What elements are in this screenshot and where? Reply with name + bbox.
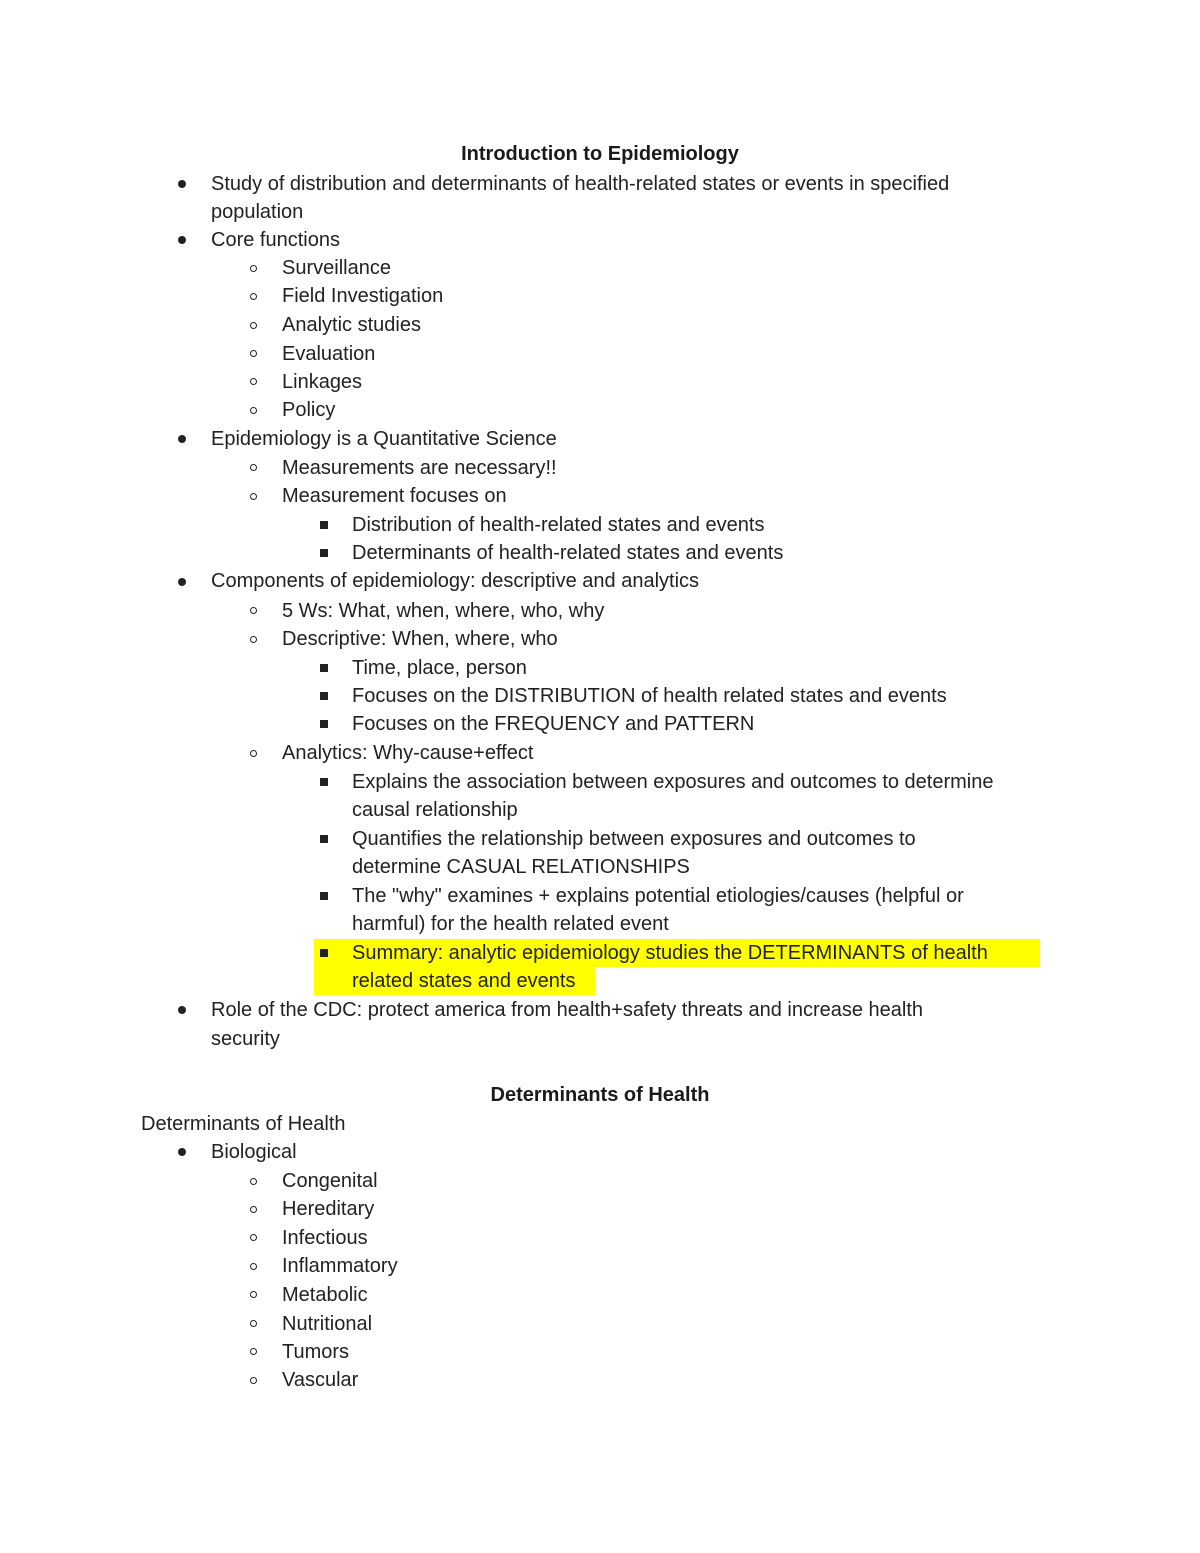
list-item-tumors: Tumors xyxy=(282,1341,350,1363)
list-item-cdc-cont: security xyxy=(211,1028,280,1050)
list-item-quantitative: Epidemiology is a Quantitative Science xyxy=(211,428,557,450)
bullet-square xyxy=(320,835,328,843)
bullet-circle xyxy=(250,1377,257,1384)
list-item-evaluation: Evaluation xyxy=(282,343,376,365)
list-item-why-cont: harmful) for the health related event xyxy=(352,913,669,935)
list-item-field-investigation: Field Investigation xyxy=(282,285,444,307)
bullet-circle xyxy=(250,378,257,385)
list-item-components: Components of epidemiology: descriptive and analytics xyxy=(211,570,700,592)
bullet-square xyxy=(320,720,328,728)
bullet-disc xyxy=(178,1148,186,1156)
bullet-square xyxy=(320,892,328,900)
list-item-why: The "why" examines + explains potential etiologies/causes (helpful or xyxy=(352,885,964,907)
bullet-circle xyxy=(250,607,257,614)
list-item-distribution: Distribution of health-related states and events xyxy=(352,514,765,536)
section-subtitle: Determinants of Health xyxy=(141,1113,346,1135)
list-item-metabolic: Metabolic xyxy=(282,1284,368,1306)
bullet-circle xyxy=(250,407,257,414)
list-item-surveillance: Surveillance xyxy=(282,257,391,279)
list-item-analytic-studies: Analytic studies xyxy=(282,314,421,336)
list-item-focus-frequency: Focuses on the FREQUENCY and PATTERN xyxy=(352,713,755,735)
bullet-square xyxy=(320,778,328,786)
bullet-circle xyxy=(250,1263,257,1270)
bullet-circle xyxy=(250,750,257,757)
section-title-introduction: Introduction to Epidemiology xyxy=(461,143,739,165)
bullet-circle xyxy=(250,265,257,272)
bullet-circle xyxy=(250,1206,257,1213)
list-item-determinants: Determinants of health-related states and events xyxy=(352,542,784,564)
list-item-biological: Biological xyxy=(211,1141,297,1163)
bullet-circle xyxy=(250,1348,257,1355)
bullet-circle xyxy=(250,1291,257,1298)
list-item-vascular: Vascular xyxy=(282,1369,359,1391)
list-item-definition-cont: population xyxy=(211,201,304,223)
list-item-cdc: Role of the CDC: protect america from health+safety threats and increase health xyxy=(211,999,924,1021)
section-title-determinants: Determinants of Health xyxy=(490,1084,710,1106)
list-item-nutritional: Nutritional xyxy=(282,1313,373,1335)
list-item-focus-distribution: Focuses on the DISTRIBUTION of health related states and events xyxy=(352,685,947,707)
bullet-disc xyxy=(178,435,186,443)
bullet-square xyxy=(320,521,328,529)
list-item-measurement-focuses: Measurement focuses on xyxy=(282,485,507,507)
list-item-policy: Policy xyxy=(282,399,336,421)
list-item-congenital: Congenital xyxy=(282,1170,378,1192)
list-item-quantifies: Quantifies the relationship between exposures and outcomes to xyxy=(352,828,916,850)
bullet-circle xyxy=(250,1234,257,1241)
bullet-circle xyxy=(250,293,257,300)
list-item-quantifies-cont: determine CASUAL RELATIONSHIPS xyxy=(352,856,690,878)
list-item-analytics: Analytics: Why-cause+effect xyxy=(282,742,534,764)
list-item-five-ws: 5 Ws: What, when, where, who, why xyxy=(282,600,605,622)
list-item-definition: Study of distribution and determinants of health-related states or events in specified xyxy=(211,173,950,195)
bullet-square xyxy=(320,949,328,957)
bullet-disc xyxy=(178,180,186,188)
list-item-summary: Summary: analytic epidemiology studies the DETERMINANTS of health xyxy=(352,942,988,964)
list-item-hereditary: Hereditary xyxy=(282,1198,375,1220)
list-item-descriptive: Descriptive: When, where, who xyxy=(282,628,558,650)
list-item-core-functions: Core functions xyxy=(211,229,340,251)
list-item-explains-cont: causal relationship xyxy=(352,799,518,821)
bullet-disc xyxy=(178,236,186,244)
bullet-square xyxy=(320,692,328,700)
bullet-circle xyxy=(250,1320,257,1327)
bullet-circle xyxy=(250,322,257,329)
bullet-disc xyxy=(178,1006,186,1014)
list-item-linkages: Linkages xyxy=(282,371,363,393)
bullet-circle xyxy=(250,350,257,357)
list-item-time-place-person: Time, place, person xyxy=(352,657,527,679)
list-item-explains: Explains the association between exposures and outcomes to determine xyxy=(352,771,994,793)
list-item-measurements: Measurements are necessary!! xyxy=(282,457,557,479)
bullet-square xyxy=(320,549,328,557)
list-item-inflammatory: Inflammatory xyxy=(282,1255,398,1277)
bullet-circle xyxy=(250,1178,257,1185)
list-item-summary-cont: related states and events xyxy=(352,970,576,992)
bullet-circle xyxy=(250,464,257,471)
bullet-square xyxy=(320,664,328,672)
bullet-circle xyxy=(250,493,257,500)
bullet-circle xyxy=(250,636,257,643)
bullet-disc xyxy=(178,578,186,586)
list-item-infectious: Infectious xyxy=(282,1227,368,1249)
